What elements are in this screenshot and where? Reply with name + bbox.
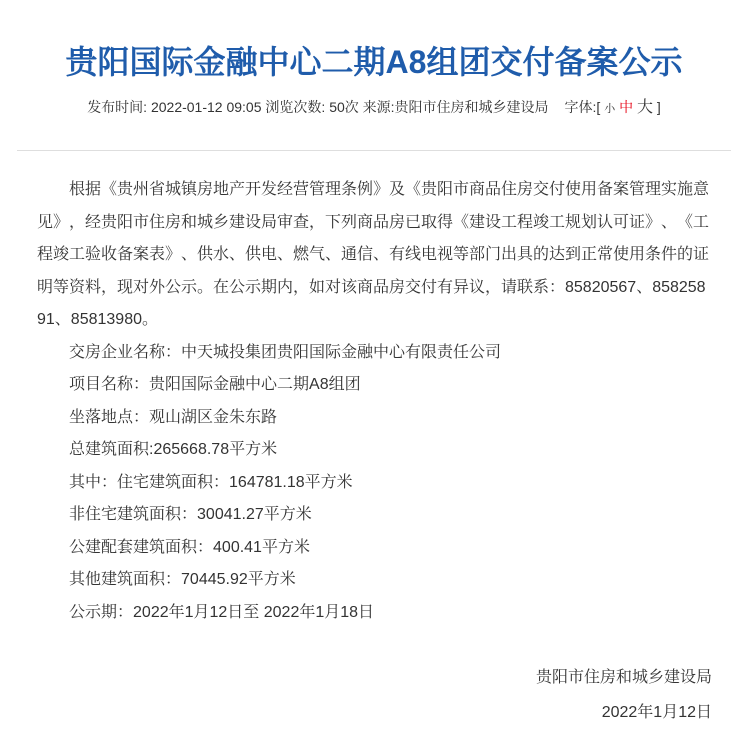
- views-count: 50次: [329, 99, 359, 115]
- detail-label: 公建配套建筑面积：: [69, 538, 214, 556]
- detail-value: 400.41平方米: [213, 538, 310, 556]
- detail-row-total-area: [37, 434, 712, 467]
- detail-value: 中天城投集团贵阳国际金融中心有限责任公司: [181, 343, 502, 361]
- detail-row-other-area: [37, 564, 712, 597]
- font-size-small-button[interactable]: 小: [604, 103, 616, 115]
- detail-label: 项目名称：: [69, 376, 150, 393]
- detail-label: 交房企业名称：: [69, 343, 182, 361]
- signature-issuer: 贵阳市住房和城乡建设局: [535, 669, 712, 686]
- font-size-bracket-close: ]: [656, 99, 661, 115]
- font-size-medium-button[interactable]: 中: [619, 99, 634, 115]
- header-divider: [17, 150, 731, 151]
- detail-row-residential-area: [37, 467, 712, 500]
- detail-value: 2022年1月12日至 2022年1月18日: [133, 603, 375, 621]
- detail-label: 总建筑面积:: [69, 441, 154, 458]
- signature-date: 2022年1月12日: [601, 703, 712, 721]
- detail-label: 其中：住宅建筑面积：: [69, 473, 230, 491]
- detail-value: 265668.78平方米: [153, 441, 278, 458]
- detail-value: 观山湖区金朱东路: [149, 408, 278, 426]
- font-size-label: 字体:[: [564, 99, 601, 115]
- detail-row-public-facility-area: [37, 532, 712, 565]
- article-meta: [0, 97, 748, 117]
- detail-row-location: [37, 402, 712, 435]
- detail-value: 贵阳国际金融中心二期A8组团: [149, 376, 361, 393]
- detail-row-project: [37, 369, 712, 402]
- page-title: 贵阳国际金融中心二期A8组团交付备案公示: [65, 44, 683, 80]
- detail-value: 30041.27平方米: [197, 506, 312, 523]
- font-size-switcher: [565, 99, 661, 115]
- detail-value: 164781.18平方米: [229, 473, 353, 491]
- intro-paragraph: 根据《贵州省城镇房地产开发经营管理条例》及《贵阳市商品住房交付使用备案管理实施意见》，经贵阳市住房和城乡建设局审查，下列商品房已取得《建设工程竣工规划认可证》、《工程竣工验收备案表》、供水、供电、燃气、通信、有线电视等部门出具的达到正常使用条件的证明等资料，现对外公示。在公示期内，如对该商品房交付有异议，请联系：85820567、85825891、85813980。: [37, 181, 710, 328]
- detail-row-publicity-period: [37, 597, 712, 630]
- publish-time-label: 发布时间:: [87, 99, 148, 115]
- article-body: [37, 174, 712, 729]
- source-label: 来源:: [362, 99, 395, 115]
- font-size-large-button[interactable]: 大: [637, 99, 654, 116]
- detail-label: 其他建筑面积：: [69, 571, 182, 588]
- detail-label: 非住宅建筑面积：: [69, 506, 198, 523]
- views-label: 浏览次数:: [265, 99, 326, 115]
- detail-value: 70445.92平方米: [181, 571, 296, 588]
- detail-row-company: [37, 337, 712, 370]
- publish-time: 2022-01-12 09:05: [150, 99, 262, 115]
- detail-row-non-residential-area: [37, 499, 712, 532]
- detail-label: 坐落地点：: [69, 408, 150, 426]
- source-name: 贵阳市住房和城乡建设局: [394, 99, 549, 115]
- detail-label: 公示期：: [69, 603, 134, 621]
